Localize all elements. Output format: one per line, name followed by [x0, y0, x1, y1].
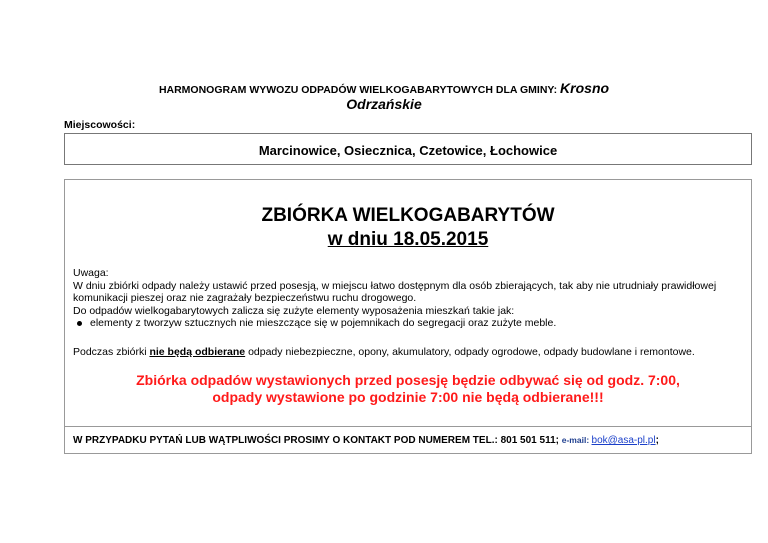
gmina-name-part1: Krosno: [560, 80, 610, 96]
note-bullet-text: elementy z tworzyw sztucznych nie mieszczące się w pojemnikach do segregacji oraz zużyte meble.: [90, 317, 557, 329]
note-uwaga: Uwaga:: [73, 267, 109, 279]
divider: [65, 426, 751, 427]
email-label: e-mail:: [561, 435, 592, 445]
footer-tail: ;: [655, 435, 659, 446]
note-line1: W dniu zbiórki odpady należy ustawić przed posesją, w miejscu łatwo dostępnym dla osób zbierających, tak aby nie utrudniały prawidłowej komunikacji pieszej oraz nie zagrażały bezpieczeństwu ruchu drogowego.: [73, 279, 717, 304]
contact-footer: [73, 435, 749, 446]
time-warning-line2: odpady wystawione po godzinie 7:00 nie będą odbierane!!!: [212, 389, 604, 405]
note-line2: Do odpadów wielkogabarytowych zalicza się zużyte elementy wyposażenia mieszkań takie jak:: [73, 304, 515, 317]
collection-heading: ZBIÓRKA WIELKOGABARYTÓW: [261, 205, 555, 226]
excluded-waste-note: [73, 346, 749, 358]
excluded-emphasis: nie będą odbierane: [149, 346, 246, 358]
localities-label: Miejscowości:: [64, 119, 136, 131]
document-title: [0, 80, 768, 96]
time-warning: [65, 372, 751, 406]
collection-info-box: [64, 179, 752, 454]
time-warning-line1: Zbiórka odpadów wystawionych przed posesję będzie odbywać się od godz. 7:00,: [136, 372, 680, 388]
email-link[interactable]: bok@asa-pl.pl: [591, 435, 656, 446]
title-prefix: HARMONOGRAM WYWOZU ODPADÓW WIELKOGABARYTOWYCH DLA GMINY:: [158, 84, 561, 96]
contact-text: W PRZYPADKU PYTAŃ LUB WĄTPLIWOŚCI PROSIMY O KONTAKT POD NUMEREM TEL.: 801 501 511;: [73, 435, 562, 446]
note-bullet-item: [73, 317, 749, 330]
excluded-prefix: Podczas zbiórki: [73, 346, 150, 358]
gmina-name-part2: Odrzańskie: [346, 96, 422, 112]
excluded-suffix: odpady niebezpieczne, opony, akumulatory, odpady ogrodowe, odpady budowlane i remontowe.: [245, 346, 695, 358]
localities-box: [64, 133, 752, 165]
collection-date: w dniu 18.05.2015: [327, 229, 489, 250]
localities-list: Marcinowice, Osiecznica, Czetowice, Łochowice: [258, 143, 558, 158]
notes-section: [73, 267, 749, 330]
bullet-icon: [77, 321, 82, 326]
